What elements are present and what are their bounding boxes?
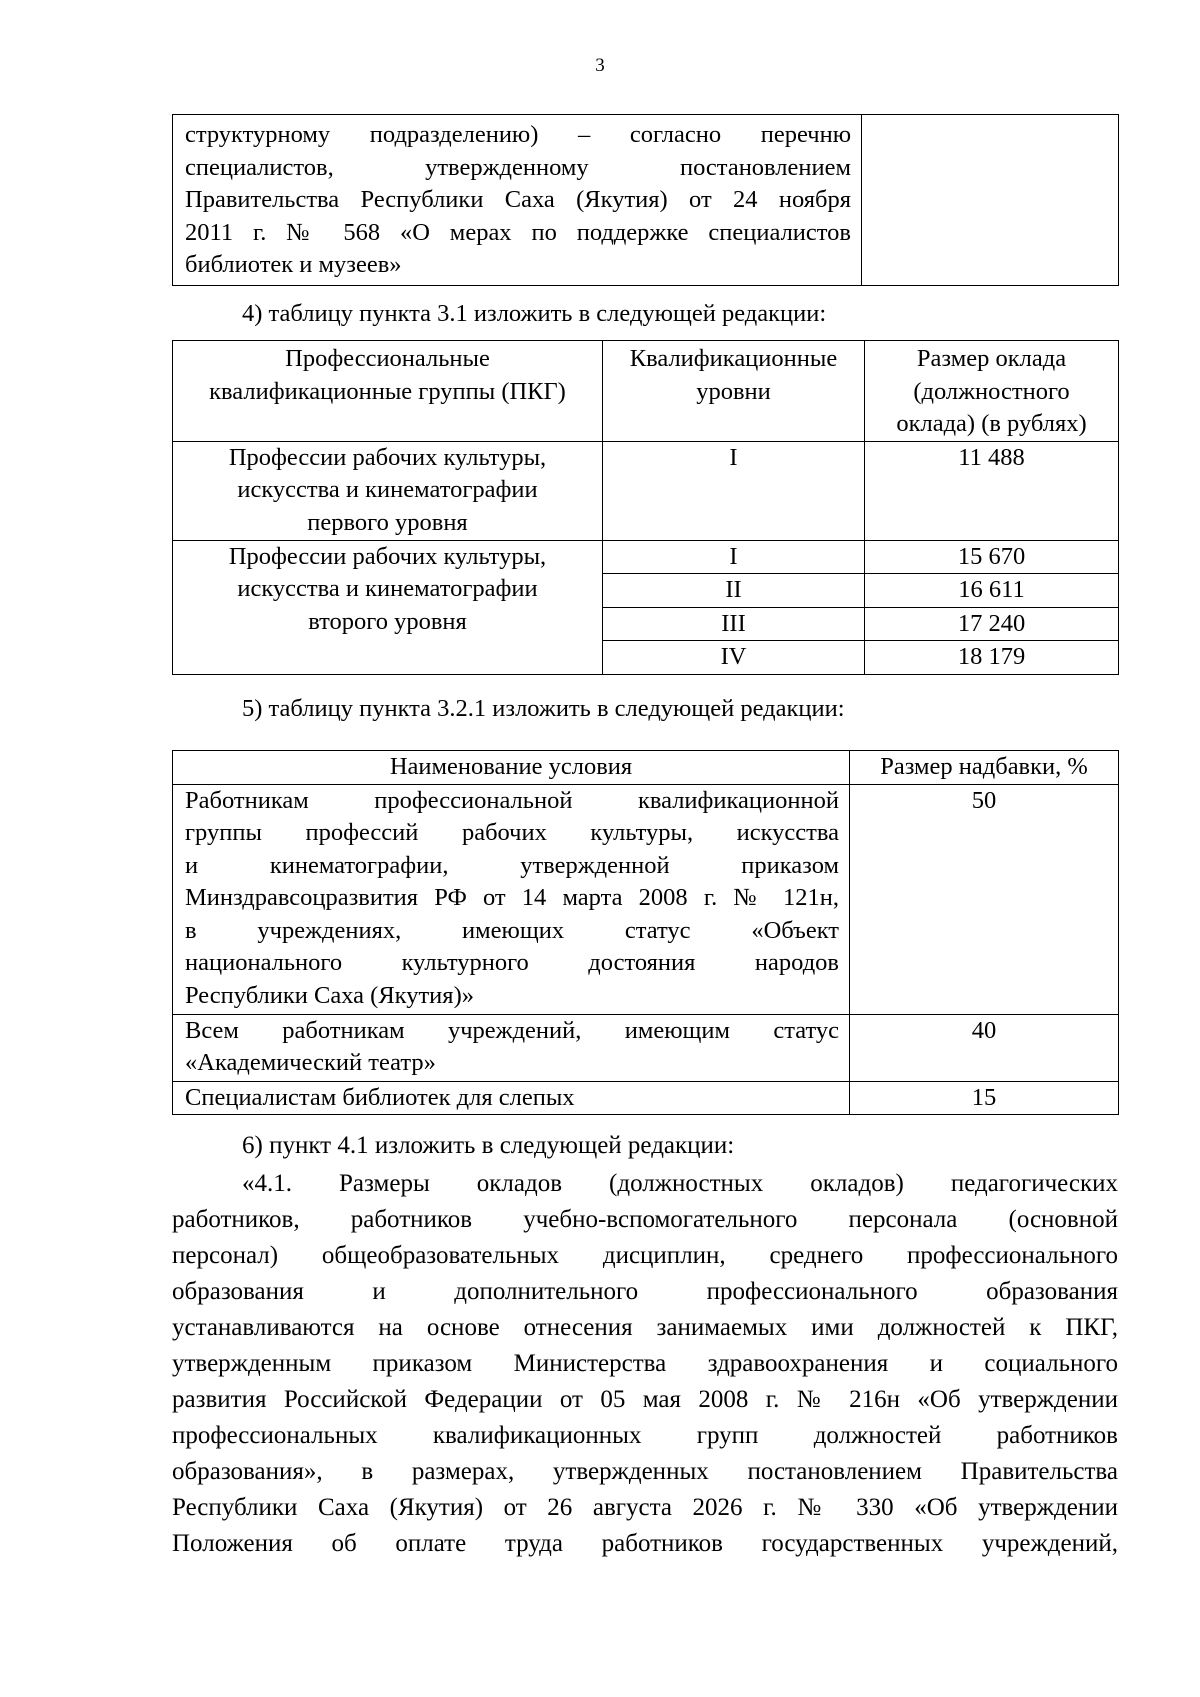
bonus-cell: 40	[850, 1014, 1119, 1081]
salary-cell: 16 611	[865, 574, 1119, 608]
group-line: первого уровня	[307, 508, 468, 536]
table-row	[173, 441, 1119, 540]
table-continuation	[172, 114, 1119, 286]
header-level	[603, 341, 865, 442]
body-line: образования», в размерах, утвержденных постановлением Правительства	[172, 1458, 1118, 1485]
paragraph-5: 5) таблицу пункта 3.2.1 изложить в следующей редакции:	[242, 695, 845, 722]
table-header-row	[173, 341, 1119, 442]
header-line: Размер оклада	[916, 345, 1067, 372]
body-line: «4.1. Размеры окладов (должностных окладов) педагогических	[242, 1170, 1118, 1197]
salary-cell: 11 488	[865, 441, 1119, 540]
condition-cell	[173, 1014, 850, 1081]
level-cell: II	[603, 574, 865, 608]
paragraph-6: 6) пункт 4.1 изложить в следующей редакции:	[242, 1132, 735, 1159]
level-cell: I	[603, 441, 865, 540]
table-row	[173, 1081, 1119, 1115]
condition-line: группы профессий рабочих культуры, искусства	[185, 819, 839, 846]
header-line: квалификационные группы (ПКГ)	[209, 377, 566, 405]
header-bonus: Размер надбавки, %	[850, 751, 1119, 785]
header-line: (должностного	[913, 377, 1070, 405]
body-line: Положения об оплате труда работников государственных учреждений,	[172, 1530, 1118, 1557]
salary-cell: 17 240	[865, 607, 1119, 641]
condition-line: Специалистам библиотек для слепых	[185, 1083, 575, 1111]
continuation-text-cell	[173, 115, 862, 286]
header-condition: Наименование условия	[173, 751, 850, 785]
condition-line: Минздравсоцразвития РФ от 14 марта 2008 г. № 121н,	[185, 884, 839, 911]
body-line: Республики Саха (Якутия) от 26 августа 2026 г. № 330 «Об утверждении	[172, 1494, 1118, 1521]
condition-line: и кинематографии, утвержденной приказом	[185, 851, 839, 879]
condition-cell	[173, 1081, 850, 1115]
condition-line: в учреждениях, имеющих статус «Объект	[185, 916, 839, 944]
header-pkg	[173, 341, 603, 442]
body-line: образования и дополнительного профессионального образования	[172, 1278, 1118, 1305]
condition-cell	[173, 784, 850, 1014]
group-line: Профессии рабочих культуры,	[228, 443, 547, 471]
body-line: персонал) общеобразовательных дисциплин, среднего профессионального	[172, 1242, 1118, 1269]
condition-line: Работникам профессиональной квалификационной	[185, 786, 839, 814]
group-line: Профессии рабочих культуры,	[228, 542, 547, 570]
text-line: библиотек и музеев»	[185, 251, 402, 278]
level-cell: III	[603, 607, 865, 641]
table-row	[173, 115, 1119, 286]
page-number: 3	[595, 55, 605, 76]
condition-line: Всем работникам учреждений, имеющим статус	[185, 1016, 839, 1044]
bonus-cell: 50	[850, 784, 1119, 1014]
level-cell: I	[603, 540, 865, 574]
pkg-group-name	[173, 441, 603, 540]
table-3-1	[172, 340, 1119, 675]
condition-line: национального культурного достояния народов	[185, 949, 839, 976]
group-line: искусства и кинематографии	[237, 476, 538, 503]
salary-cell: 15 670	[865, 540, 1119, 574]
body-line: развития Российской Федерации от 05 мая 2008 г. № 216н «Об утверждении	[172, 1386, 1118, 1413]
text-line: 2011 г. № 568 «О мерах по поддержке специалистов	[185, 218, 851, 246]
body-line: профессиональных квалификационных групп должностей работников	[172, 1422, 1118, 1449]
header-line: Профессиональные	[285, 345, 490, 372]
header-line: Квалификационные	[629, 345, 838, 372]
table-row	[173, 784, 1119, 1014]
body-line: утвержденным приказом Министерства здравоохранения и социального	[172, 1350, 1118, 1377]
pkg-group-name	[173, 540, 603, 674]
group-line: искусства и кинематографии	[237, 575, 538, 602]
table-row	[173, 1014, 1119, 1081]
table-row	[173, 540, 1119, 574]
table-header-row	[173, 751, 1119, 785]
table-3-2-1	[172, 750, 1119, 1115]
bonus-cell: 15	[850, 1081, 1119, 1115]
text-line: специалистов, утвержденному постановлением	[185, 153, 851, 181]
condition-line: «Академический театр»	[185, 1049, 436, 1076]
header-line: уровни	[696, 377, 771, 405]
text-line: структурному подразделению) – согласно перечню	[185, 121, 851, 148]
header-line: оклада) (в рублях)	[896, 410, 1087, 437]
text-line: Правительства Республики Саха (Якутия) от 24 ноября	[185, 186, 851, 213]
group-line: второго уровня	[308, 607, 467, 635]
salary-cell: 18 179	[865, 641, 1119, 675]
continuation-empty-cell	[862, 115, 1119, 286]
body-line: устанавливаются на основе отнесения занимаемых ими должностей к ПКГ,	[172, 1314, 1118, 1341]
body-line: работников, работников учебно-вспомогательного персонала (основной	[172, 1206, 1118, 1233]
condition-line: Республики Саха (Якутия)»	[185, 981, 474, 1009]
level-cell: IV	[603, 641, 865, 675]
header-salary	[865, 341, 1119, 442]
paragraph-4: 4) таблицу пункта 3.1 изложить в следующей редакции:	[242, 300, 827, 327]
